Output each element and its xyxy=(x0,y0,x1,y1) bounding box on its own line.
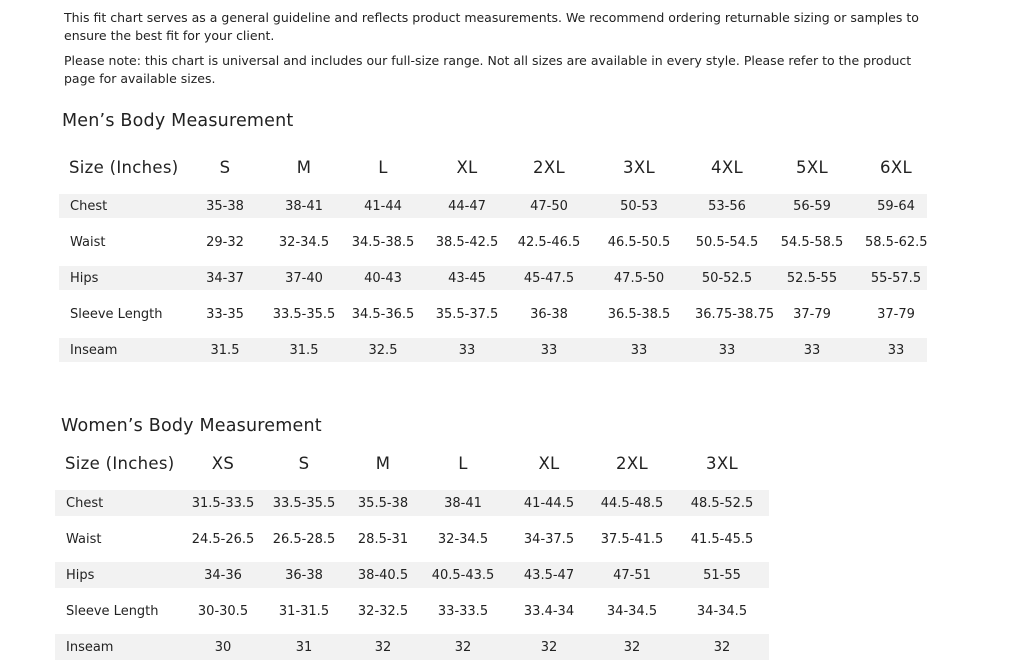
table-cell: 33.4-34 xyxy=(523,603,575,619)
table-cell: 37-40 xyxy=(261,266,347,290)
womens-header-row xyxy=(55,447,769,479)
womens-measurement-table xyxy=(55,447,769,660)
row-label: Sleeve Length xyxy=(70,306,163,322)
column-header: 4XL xyxy=(711,157,743,177)
column-header: Size (Inches) xyxy=(69,157,179,177)
row-label: Hips xyxy=(59,266,189,290)
table-cell: 41-44.5 xyxy=(509,490,589,516)
table-cell: 33.5-35.5 xyxy=(259,490,349,516)
table-cell: 34-36 xyxy=(187,562,259,588)
table-cell: 33 xyxy=(515,338,583,362)
column-header: M xyxy=(296,157,312,177)
table-cell: 44-47 xyxy=(419,194,515,218)
row-label: Inseam xyxy=(55,634,187,660)
table-cell: 45-47.5 xyxy=(515,266,583,290)
column-header: 3XL xyxy=(706,453,738,473)
table-cell: 50-53 xyxy=(583,194,695,218)
column-header: L xyxy=(378,157,388,177)
column-header: XL xyxy=(538,453,560,473)
table-cell: 34.5-36.5 xyxy=(351,306,415,322)
table-cell: 31.5 xyxy=(261,338,347,362)
table-cell: 35-38 xyxy=(189,194,261,218)
table-row xyxy=(55,526,769,552)
table-cell: 34-37 xyxy=(189,266,261,290)
table-cell: 34-37.5 xyxy=(523,531,575,547)
column-header: S xyxy=(298,453,310,473)
mens-section-title: Men’s Body Measurement xyxy=(62,111,294,131)
table-cell: 38-41 xyxy=(417,490,509,516)
table-cell: 40.5-43.5 xyxy=(417,562,509,588)
table-cell: 32 xyxy=(675,634,769,660)
mens-measurement-table xyxy=(59,148,927,362)
table-cell: 36.5-38.5 xyxy=(607,306,671,322)
table-row xyxy=(59,230,927,254)
table-row xyxy=(55,598,769,624)
table-cell: 31-31.5 xyxy=(278,603,330,619)
table-row xyxy=(55,562,769,588)
table-cell: 36.75-38.75 xyxy=(695,306,775,322)
column-header: L xyxy=(458,453,468,473)
table-cell: 59-64 xyxy=(865,194,927,218)
table-cell: 47-51 xyxy=(589,562,675,588)
table-cell: 29-32 xyxy=(206,234,244,250)
row-label: Inseam xyxy=(59,338,189,362)
table-row xyxy=(55,634,769,660)
table-cell: 33 xyxy=(419,338,515,362)
table-cell: 47-50 xyxy=(515,194,583,218)
womens-section-title: Women’s Body Measurement xyxy=(61,416,322,436)
table-cell: 31 xyxy=(259,634,349,660)
column-header: 6XL xyxy=(880,157,912,177)
table-cell: 35.5-37.5 xyxy=(435,306,499,322)
mens-header-row xyxy=(59,148,927,186)
table-cell: 31.5-33.5 xyxy=(187,490,259,516)
table-cell: 32.5 xyxy=(347,338,419,362)
table-cell: 33 xyxy=(695,338,759,362)
table-cell: 34.5-38.5 xyxy=(351,234,415,250)
table-cell: 28.5-31 xyxy=(357,531,409,547)
row-label: Waist xyxy=(66,531,102,547)
row-label: Sleeve Length xyxy=(66,603,159,619)
table-cell: 53-56 xyxy=(695,194,759,218)
table-cell: 50.5-54.5 xyxy=(695,234,759,250)
table-cell: 32-32.5 xyxy=(357,603,409,619)
table-cell: 31.5 xyxy=(189,338,261,362)
column-header: XS xyxy=(211,453,235,473)
column-header: M xyxy=(375,453,391,473)
table-cell: 44.5-48.5 xyxy=(589,490,675,516)
column-header: 3XL xyxy=(623,157,655,177)
table-cell: 40-43 xyxy=(347,266,419,290)
table-cell: 33-33.5 xyxy=(437,603,489,619)
table-cell: 36-38 xyxy=(259,562,349,588)
table-cell: 33 xyxy=(583,338,695,362)
table-cell: 48.5-52.5 xyxy=(675,490,769,516)
table-cell: 41.5-45.5 xyxy=(690,531,754,547)
table-cell: 38.5-42.5 xyxy=(435,234,499,250)
table-cell: 43-45 xyxy=(419,266,515,290)
table-cell: 30-30.5 xyxy=(197,603,249,619)
column-header: Size (Inches) xyxy=(65,453,175,473)
column-header: XL xyxy=(456,157,478,177)
table-cell: 58.5-62.5 xyxy=(865,234,928,250)
column-header: 2XL xyxy=(533,157,565,177)
table-row xyxy=(55,490,769,516)
table-cell: 37-79 xyxy=(793,306,831,322)
fit-guideline-note: This fit chart serves as a general guideline and reflects product measurements. We recommend ordering returnable sizing or samples to ensure the best fit for your client. xyxy=(64,10,919,43)
column-header: 5XL xyxy=(796,157,828,177)
table-cell: 32 xyxy=(349,634,417,660)
table-cell: 36-38 xyxy=(530,306,568,322)
table-cell: 42.5-46.5 xyxy=(517,234,581,250)
row-label: Chest xyxy=(55,490,187,516)
row-label: Hips xyxy=(55,562,187,588)
table-cell: 32 xyxy=(417,634,509,660)
table-cell: 35.5-38 xyxy=(349,490,417,516)
table-row xyxy=(59,302,927,326)
table-cell: 55-57.5 xyxy=(865,266,927,290)
column-header: S xyxy=(219,157,231,177)
table-cell: 54.5-58.5 xyxy=(780,234,844,250)
table-cell: 32 xyxy=(589,634,675,660)
table-cell: 41-44 xyxy=(347,194,419,218)
table-cell: 56-59 xyxy=(759,194,865,218)
table-cell: 52.5-55 xyxy=(759,266,865,290)
table-cell: 34-34.5 xyxy=(696,603,748,619)
table-cell: 51-55 xyxy=(675,562,769,588)
table-cell: 37.5-41.5 xyxy=(600,531,664,547)
table-cell: 33 xyxy=(865,338,927,362)
table-row xyxy=(59,338,927,362)
table-row xyxy=(59,266,927,290)
table-cell: 38-41 xyxy=(261,194,347,218)
table-cell: 43.5-47 xyxy=(509,562,589,588)
table-cell: 26.5-28.5 xyxy=(272,531,336,547)
table-cell: 37-79 xyxy=(877,306,915,322)
table-cell: 38-40.5 xyxy=(349,562,417,588)
table-cell: 46.5-50.5 xyxy=(607,234,671,250)
row-label: Waist xyxy=(70,234,106,250)
row-label: Chest xyxy=(59,194,189,218)
universal-chart-note: Please note: this chart is universal and includes our full-size range. Not all sizes are available in every style. Please refer to the product page for available sizes. xyxy=(64,53,912,86)
table-cell: 32-34.5 xyxy=(437,531,489,547)
column-header: 2XL xyxy=(616,453,648,473)
table-cell: 30 xyxy=(187,634,259,660)
table-row xyxy=(59,194,927,218)
table-cell: 47.5-50 xyxy=(583,266,695,290)
table-cell: 32 xyxy=(509,634,589,660)
table-cell: 24.5-26.5 xyxy=(191,531,255,547)
table-cell: 50-52.5 xyxy=(695,266,759,290)
table-cell: 33.5-35.5 xyxy=(272,306,336,322)
table-cell: 34-34.5 xyxy=(606,603,658,619)
table-cell: 33-35 xyxy=(206,306,244,322)
table-cell: 32-34.5 xyxy=(278,234,330,250)
table-cell: 33 xyxy=(759,338,865,362)
